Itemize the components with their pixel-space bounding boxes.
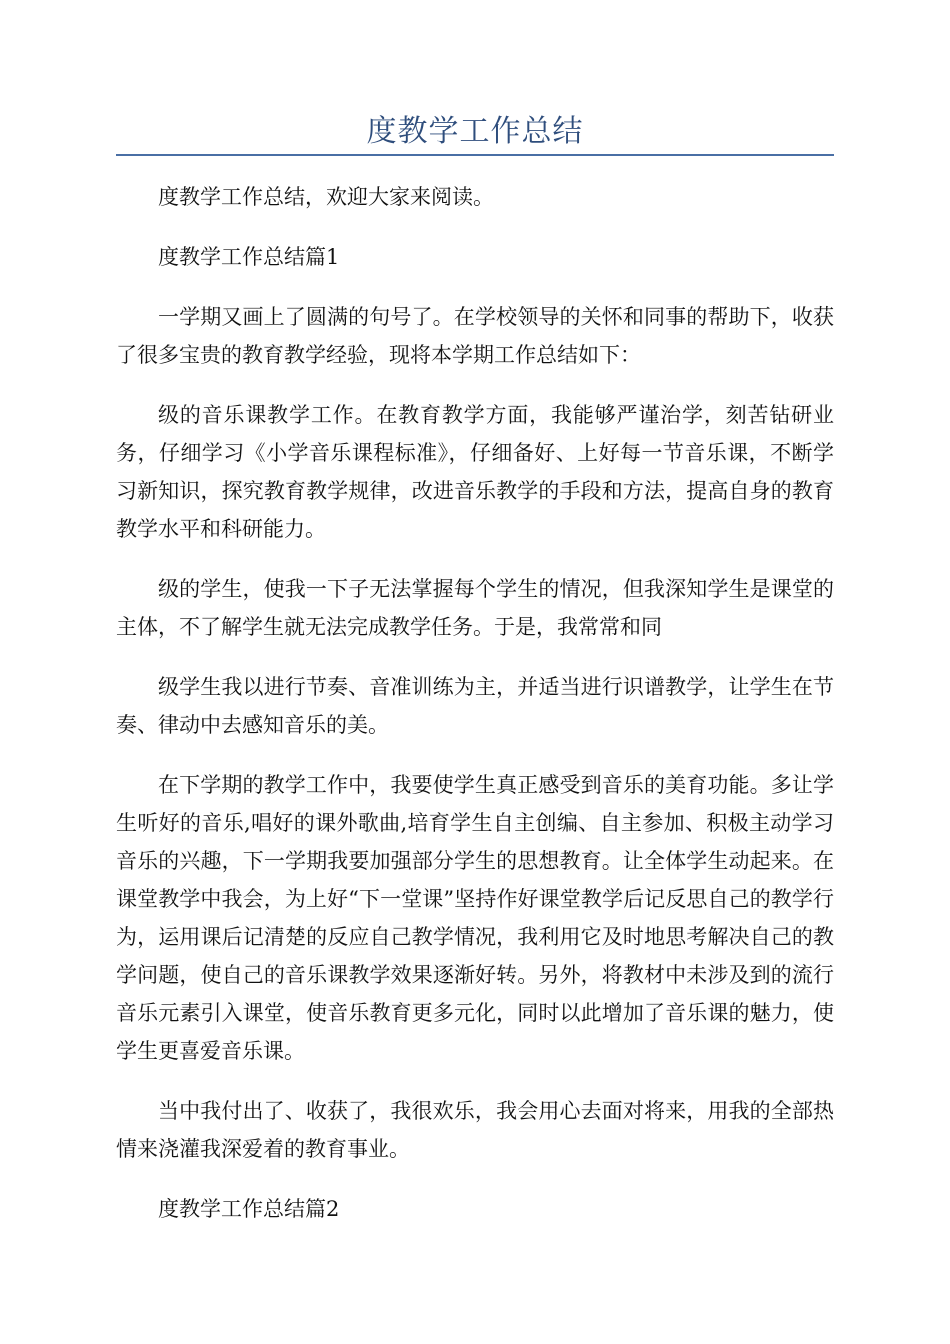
body-paragraph: 级的音乐课教学工作。在教育教学方面，我能够严谨治学，刻苦钻研业务，仔细学习《小学音乐课程标准》，仔细备好、上好每一节音乐课，不断学习新知识，探究教育教学规律，改进音乐教学的手段和方法，提高自身的教育教学水平和科研能力。 — [116, 403, 834, 541]
body-paragraph: 在下学期的教学工作中，我要使学生真正感受到音乐的美育功能。多让学生听好的音乐,唱好的课外歌曲,培育学生自主创编、自主参加、积极主动学习音乐的兴趣，下一学期我要加强部分学生的思想教育。让全体学生动起来。在课堂教学中我会，为上好“下一堂课”坚持作好课堂教学后记反思自己的教学行为，运用课后记清楚的反应自己教学情况，我利用它及时地思考解决自己的教学问题，使自己的音乐课教学效果逐渐好转。另外，将教材中未涉及到的流行音乐元素引入课堂，使音乐教育更多元化，同时以此增加了音乐课的魅力，使学生更喜爱音乐课。 — [116, 773, 834, 1063]
body-paragraph: 级的学生，使我一下子无法掌握每个学生的情况，但我深知学生是课堂的主体，不了解学生就无法完成教学任务。于是，我常常和同 — [116, 577, 834, 639]
title-divider — [116, 154, 834, 156]
document-body — [116, 178, 834, 1228]
document-title: 度教学工作总结 — [366, 114, 584, 149]
intro-paragraph: 度教学工作总结，欢迎大家来阅读。 — [158, 185, 494, 209]
body-paragraph: 当中我付出了、收获了，我很欢乐，我会用心去面对将来，用我的全部热情来浇灌我深爱着的教育事业。 — [116, 1099, 834, 1161]
body-paragraph: 一学期又画上了圆满的句号了。在学校领导的关怀和同事的帮助下，收获了很多宝贵的教育教学经验，现将本学期工作总结如下： — [116, 305, 834, 367]
section-heading-1: 度教学工作总结篇1 — [158, 245, 340, 269]
body-paragraph: 级学生我以进行节奏、音准训练为主，并适当进行识谱教学，让学生在节奏、律动中去感知音乐的美。 — [116, 675, 834, 737]
section-heading-2: 度教学工作总结篇2 — [158, 1197, 340, 1221]
